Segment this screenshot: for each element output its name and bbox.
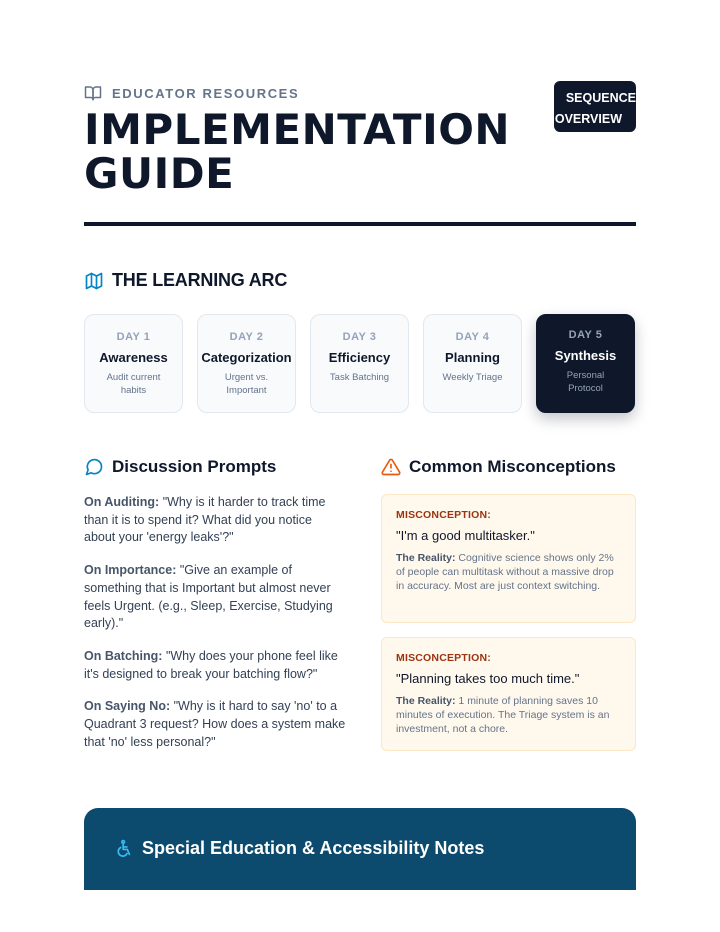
day-card-sub: Urgent vs. Important xyxy=(224,372,269,396)
prompt-lead: On Batching: xyxy=(84,648,163,663)
day-card-day: DAY 5 xyxy=(568,329,603,341)
day-card-day: DAY 1 xyxy=(116,331,151,343)
misconception-card-1 xyxy=(381,494,636,623)
badge-line-2: OVERVIEW xyxy=(554,112,622,126)
day-card-sub: Audit current habits xyxy=(106,372,161,396)
discussion-heading-label: Discussion Prompts xyxy=(112,457,277,476)
implementation-guide-page xyxy=(84,0,636,932)
reality-text: Cognitive science shows only 2% of people can multitask without a massive drop in accuracy. Most are just context switching. xyxy=(396,552,614,592)
misconception-quote: "Planning takes too much time." xyxy=(396,671,580,686)
prompt-lead: On Saying No: xyxy=(84,699,171,714)
wheelchair-icon xyxy=(114,839,134,859)
discussion-heading xyxy=(84,457,276,477)
prompt-text: "Why does your phone feel like it's designed to break your batching flow?" xyxy=(84,648,338,681)
misconception-tag: MISCONCEPTION: xyxy=(396,652,491,664)
page-title xyxy=(84,105,524,198)
accessibility-heading xyxy=(114,838,484,859)
misconception-tag: MISCONCEPTION: xyxy=(396,509,491,521)
misconception-reality xyxy=(396,551,621,593)
misconception-card-2 xyxy=(381,637,636,751)
prompt-text: "Give an example of something that is Important but almost never feels Urgent. (e.g., Sleep, Exercise, Studying early)." xyxy=(84,563,333,631)
day-card-4 xyxy=(423,314,522,413)
day-card-name: Planning xyxy=(445,350,500,365)
reality-text: 1 minute of planning saves 10 minutes of execution. The Triage system is an investment, not a chore. xyxy=(396,695,610,735)
day-card-2 xyxy=(197,314,296,413)
page-title-line-1: IMPLEMENTATION xyxy=(84,105,511,154)
learning-arc-heading-label: THE LEARNING ARC xyxy=(112,270,288,290)
badge-line-1: SEQUENCE xyxy=(565,91,636,105)
prompt-saying-no xyxy=(84,698,346,751)
prompt-importance xyxy=(84,562,346,633)
speech-bubble-icon xyxy=(84,457,104,477)
day-card-sub: Weekly Triage xyxy=(442,372,503,383)
day-card-name: Synthesis xyxy=(554,348,617,363)
day-card-name: Awareness xyxy=(99,350,168,365)
misconception-quote: "I'm a good multitasker." xyxy=(396,528,535,543)
reality-lead: The Reality: xyxy=(396,552,456,564)
day-card-1 xyxy=(84,314,183,413)
day-card-day: DAY 4 xyxy=(455,331,490,343)
prompt-lead: On Importance: xyxy=(84,563,177,578)
day-cards xyxy=(84,314,636,413)
prompt-batching xyxy=(84,648,346,683)
header-divider xyxy=(84,222,636,226)
day-card-day: DAY 3 xyxy=(342,331,377,343)
day-card-day: DAY 2 xyxy=(229,331,264,343)
map-icon xyxy=(84,271,104,291)
learning-arc-heading xyxy=(84,270,287,291)
accessibility-heading-label: Special Education & Accessibility Notes xyxy=(142,838,485,858)
day-card-sub: Personal Protocol xyxy=(566,370,605,394)
misconceptions-heading-label: Common Misconceptions xyxy=(409,457,616,476)
eyebrow xyxy=(84,84,299,102)
book-open-icon xyxy=(84,84,102,102)
misconceptions-heading xyxy=(381,457,616,477)
misconception-reality xyxy=(396,694,621,736)
day-card-name: Categorization xyxy=(201,350,292,365)
prompt-text: "Why is it harder to track time than it is to spend it? What did you notice about your 'energy leaks'?" xyxy=(84,495,326,545)
warning-triangle-icon xyxy=(381,457,401,477)
page-title-line-2: GUIDE xyxy=(84,149,235,198)
prompt-text: "Why is it hard to say 'no' to a Quadrant 3 request? How does a system make that 'no' less personal?" xyxy=(84,699,346,749)
eyebrow-label: EDUCATOR RESOURCES xyxy=(112,85,300,101)
sequence-overview-badge xyxy=(554,81,636,132)
discussion-prompts xyxy=(84,494,346,766)
day-card-3 xyxy=(310,314,409,413)
prompt-lead: On Auditing: xyxy=(84,495,160,509)
day-card-sub: Task Batching xyxy=(329,372,390,383)
day-card-5-active xyxy=(536,314,635,413)
prompt-auditing xyxy=(84,494,346,547)
day-card-name: Efficiency xyxy=(328,350,391,365)
accessibility-notes-banner xyxy=(84,808,636,890)
reality-lead: The Reality: xyxy=(396,695,456,707)
